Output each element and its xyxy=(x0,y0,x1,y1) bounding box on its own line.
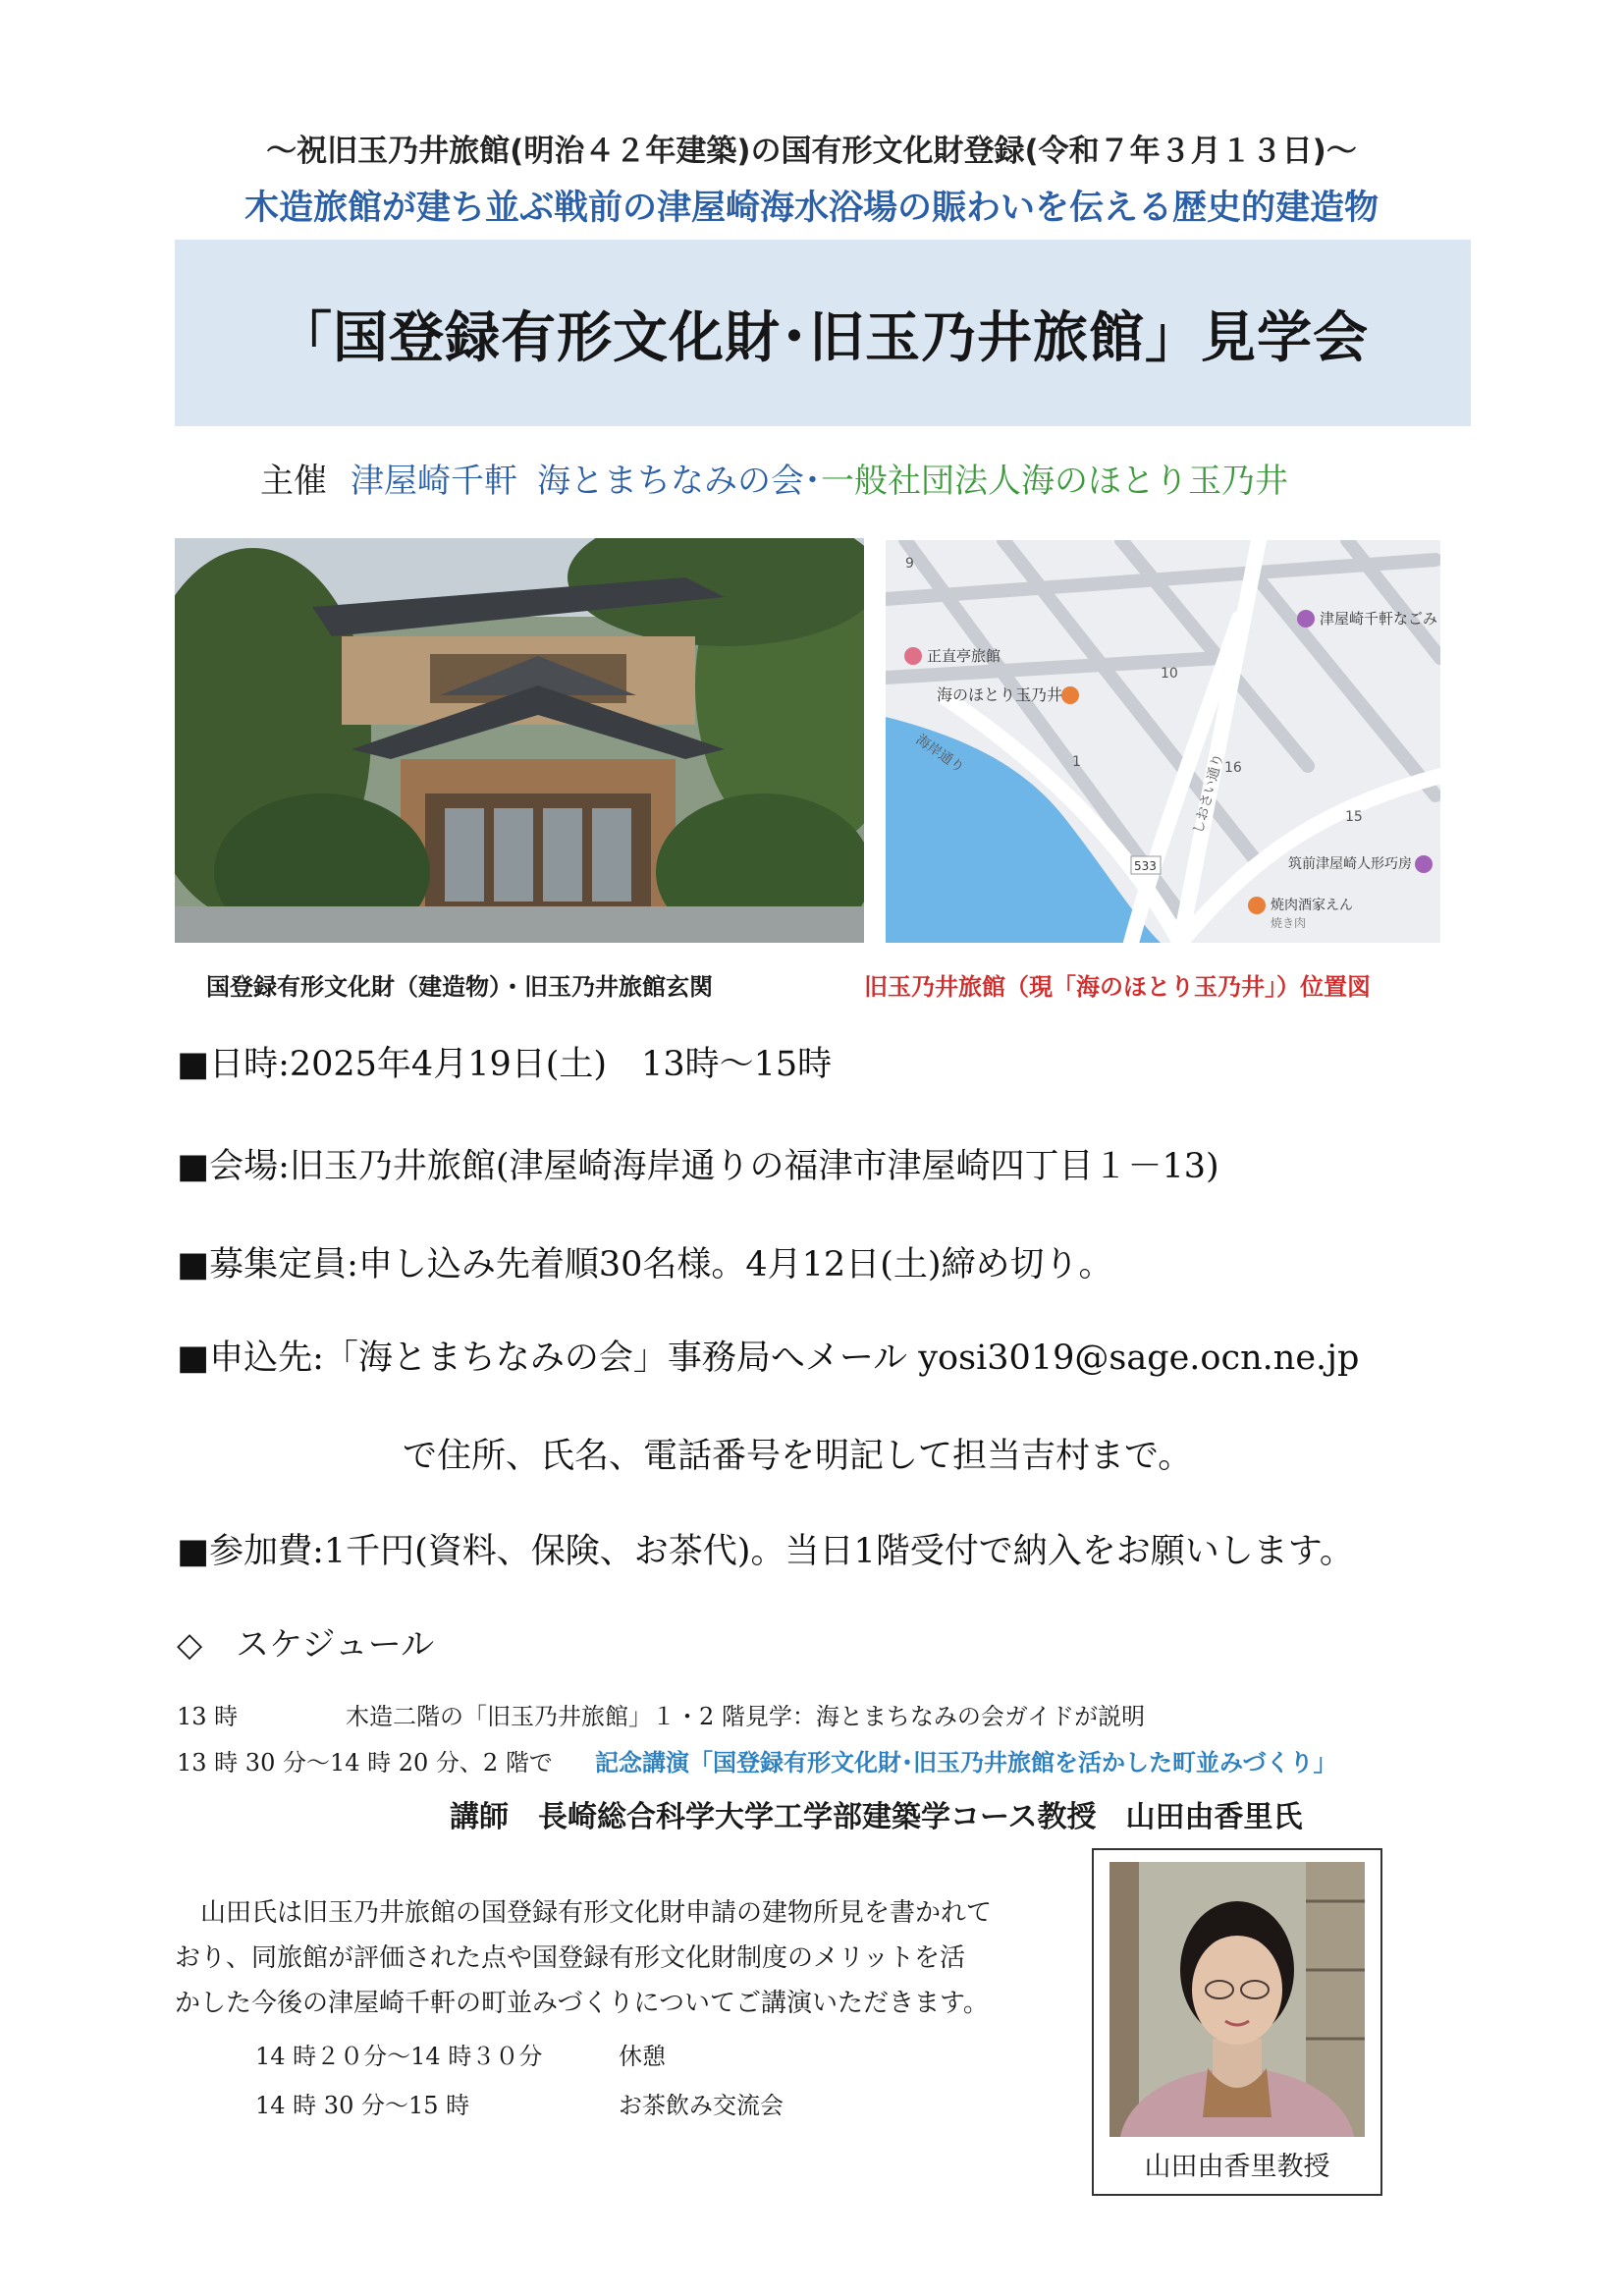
schedule-item-2-text xyxy=(595,1743,1337,1777)
map-block-16: 16 xyxy=(1224,760,1242,776)
lecturer-portrait-frame xyxy=(1092,1848,1382,2196)
event-venue: ■会場:旧玉乃井旅館(津屋崎海岸通りの福津市津屋崎四丁目１－13) xyxy=(177,1147,1219,1186)
event-fee: ■参加費:1千円(資料、保険、お茶代)。当日1階受付で納入をお願いします。 xyxy=(177,1532,1354,1571)
event-subtitle: ～祝旧玉乃井旅館(明治４２年建築)の国有形文化財登録(令和７年３月１３日)～ xyxy=(266,134,1357,169)
schedule-tea-time: 14 時 30 分～15 時 xyxy=(255,2092,470,2119)
schedule-heading: ◇ スケジュール xyxy=(177,1625,435,1665)
title-banner xyxy=(175,240,1471,426)
host-line xyxy=(260,454,1288,502)
map-label-ningyo: 筑前津屋崎人形巧房 xyxy=(1288,856,1412,872)
map-block-1: 1 xyxy=(1072,754,1081,770)
host-label: 主催 xyxy=(260,462,327,501)
map-label-shojikitei: 正直亭旅館 xyxy=(927,647,1001,665)
map-label-nagomi: 津屋崎千軒なごみ xyxy=(1320,610,1438,628)
event-datetime: ■日時:2025年4月19日(土) 13時～15時 xyxy=(177,1045,833,1084)
location-map xyxy=(886,540,1440,943)
map-label-yakiniku: 焼肉酒家えん xyxy=(1271,898,1353,913)
schedule-item-1-time: 13 時 xyxy=(177,1703,239,1730)
lecture-title: 記念講演「国登録有形文化財･旧玉乃井旅館を活かした町並みづくり」 xyxy=(595,1749,1337,1777)
building-photo xyxy=(175,538,864,943)
photo-caption: 国登録有形文化財（建造物）・旧玉乃井旅館玄関 xyxy=(206,973,713,1001)
schedule-item-1-text: 木造二階の「旧玉乃井旅館」１・2 階見学：海とまちなみの会ガイドが説明 xyxy=(346,1703,1146,1730)
lecturer-line: 講師 長崎総合科学大学工学部建築学コース教授 山田由香里氏 xyxy=(450,1800,1303,1834)
lecture-description-line-3: かした今後の津屋崎千軒の町並みづくりについてご講演いただきます。 xyxy=(175,1989,989,2018)
event-application: ■申込先:「海とまちなみの会」事務局へメール yosi3019@sage.ocn.ne.jp xyxy=(177,1339,1360,1378)
map-label-uminohotori: 海のほとり玉乃井 xyxy=(937,685,1063,704)
portrait-caption: 山田由香里教授 xyxy=(1144,2152,1330,2182)
host-org-2: 海とまちなみの会･ xyxy=(537,462,821,501)
schedule-item-2-time: 13 時 30 分～14 時 20 分、2 階で xyxy=(177,1749,553,1777)
schedule-break-text: 休憩 xyxy=(619,2043,666,2070)
lecture-description-line-1: 山田氏は旧玉乃井旅館の国登録有形文化財申請の建物所見を書かれて xyxy=(175,1898,993,1928)
event-tagline: 木造旅館が建ち並ぶ戦前の津屋崎海水浴場の賑わいを伝える歴史的建造物 xyxy=(243,189,1379,228)
map-label-kaigan-dori: 海岸通り xyxy=(912,732,967,777)
event-capacity: ■募集定員:申し込み先着順30名様。4月12日(土)締め切り。 xyxy=(177,1245,1113,1285)
map-block-15: 15 xyxy=(1345,809,1363,825)
map-block-9: 9 xyxy=(905,556,914,572)
schedule-break-time: 14 時２０分～14 時３０分 xyxy=(255,2043,543,2070)
page-title: 「国登録有形文化財･旧玉乃井旅館」見学会 xyxy=(277,306,1369,370)
lecture-description xyxy=(175,1890,1093,2026)
map-label-shiosai-dori: しおさい通り xyxy=(1190,751,1227,837)
map-label-yakiniku-sub: 焼き肉 xyxy=(1271,916,1307,930)
map-block-10: 10 xyxy=(1161,666,1178,682)
schedule-tea-text: お茶飲み交流会 xyxy=(619,2092,784,2119)
map-route-533: 533 xyxy=(1134,859,1157,873)
event-application-note: で住所、氏名、電話番号を明記して担当吉村まで。 xyxy=(403,1437,1193,1476)
host-org-3: 一般社団法人海のほとり玉乃井 xyxy=(821,462,1288,501)
map-caption: 旧玉乃井旅館（現「海のほとり玉乃井」）位置図 xyxy=(864,973,1371,1001)
host-org-1: 津屋崎千軒 xyxy=(351,462,517,501)
lecturer-portrait xyxy=(1109,1862,1365,2137)
lecture-description-line-2: おり、同旅館が評価された点や国登録有形文化財制度のメリットを活 xyxy=(175,1943,965,1973)
